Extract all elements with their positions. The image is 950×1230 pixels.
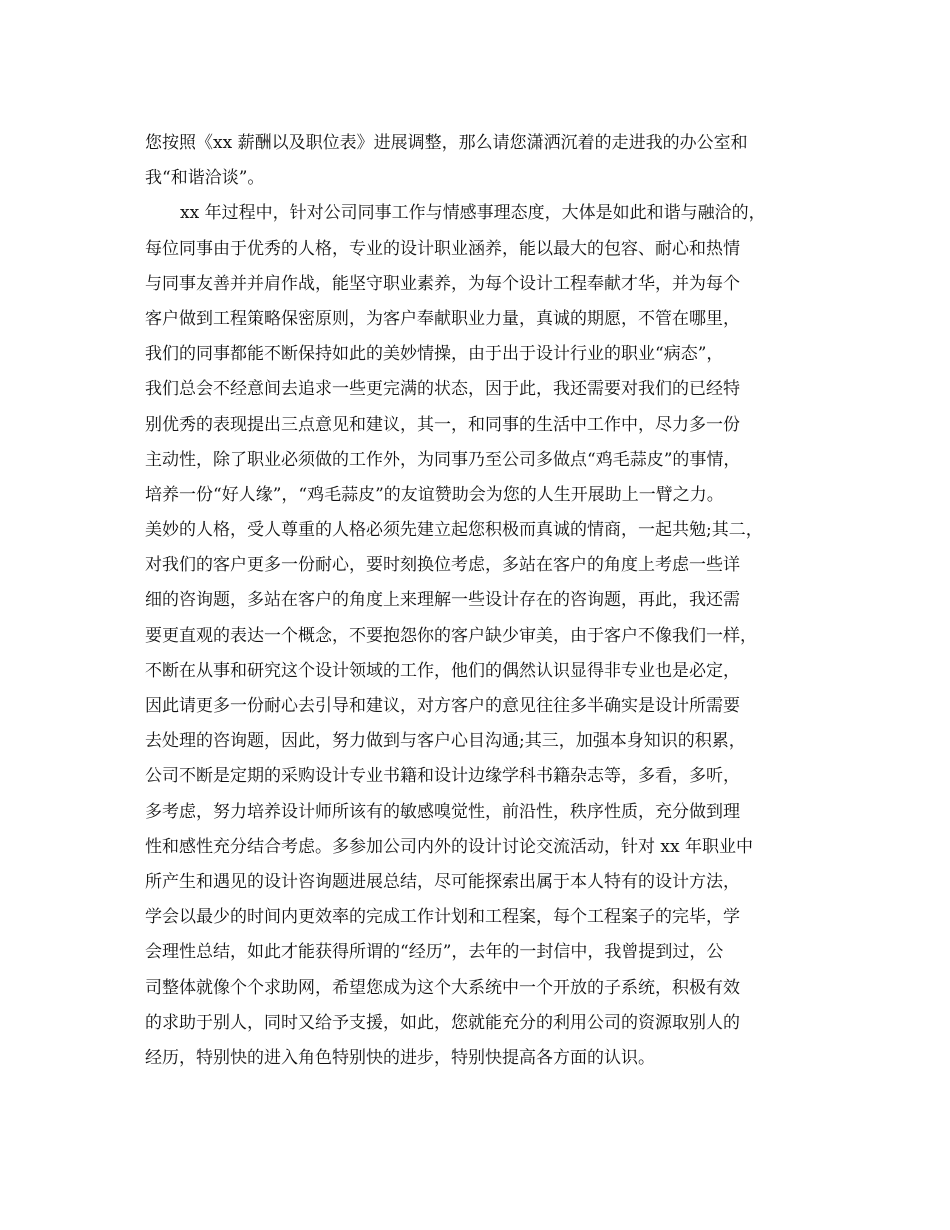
text-line: 公司不断是定期的采购设计专业书籍和设计边缘学科书籍杂志等，多看，多听， xyxy=(145,766,740,787)
text-line: 多考虑，努力培养设计师所该有的敏感嗅觉性，前沿性，秩序性质，充分做到理 xyxy=(145,801,740,822)
text-line: 因此请更多一份耐心去引导和建议，对方客户的意见往往多半确实是设计所需要 xyxy=(145,696,740,716)
text-line: 主动性，除了职业必须做的工作外，为同事乃至公司多做点“鸡毛蒜皮”的事情， xyxy=(145,449,741,470)
text-line: 我们总会不经意间去追求一些更完满的状态，因于此，我还需要对我们的已经特 xyxy=(145,379,740,400)
text-line: 我“和谐洽谈”。 xyxy=(145,168,265,189)
text-line: 学会以最少的时间内更效率的完成工作计划和工程案，每个工程案子的完毕，学 xyxy=(145,907,740,928)
text-line: 司整体就像个个求助网，希望您成为这个大系统中一个开放的子系统，积极有效 xyxy=(145,977,740,998)
text-line: 所产生和遇见的设计咨询题进展总结，尽可能探索出属于本人特有的设计方法， xyxy=(145,871,740,892)
document-body xyxy=(145,126,825,1076)
text-line: 要更直观的表达一个概念，不要抱怨你的客户缺少审美，由于客户不像我们一样， xyxy=(145,625,757,646)
text-line: 每位同事由于优秀的人格，专业的设计职业涵养，能以最大的包容、耐心和热情 xyxy=(145,238,740,259)
text-line: 您按照《xx 薪酬以及职位表》进展调整，那么请您潇洒沉着的走进我的办公室和 xyxy=(145,133,748,153)
text-line: 不断在从事和研究这个设计领域的工作，他们的偶然认识显得非专业也是必定， xyxy=(145,660,740,681)
text-line: 我们的同事都能不断保持如此的美妙情操，由于出于设计行业的职业“病态”， xyxy=(145,344,724,365)
text-line: 对我们的客户更多一份耐心，要时刻换位考虑，多站在客户的角度上考虑一些详 xyxy=(145,555,740,576)
text-line: 去处理的咨询题，因此，努力做到与客户心目沟通;其三，加强本身知识的积累， xyxy=(145,731,746,752)
text-line: 美妙的人格，受人尊重的人格必须先建立起您积极而真诚的情商，一起共勉;其二， xyxy=(145,520,763,541)
text-line: 会理性总结，如此才能获得所谓的“经历”，去年的一封信中，我曾提到过，公 xyxy=(145,942,724,963)
text-line: 经历，特别快的进入角色特别快的进步，特别快提高各方面的认识。 xyxy=(145,1047,655,1068)
text-line: 培养一份“好人缘”，“鸡毛蒜皮”的友谊赞助会为您的人生开展助上一臂之力。 xyxy=(145,484,724,505)
text-line: 细的咨询题，多站在客户的角度上来理解一些设计存在的咨询题，再此，我还需 xyxy=(145,590,740,611)
text-line: 性和感性充分结合考虑。多参加公司内外的设计讨论交流活动，针对 xx 年职业中 xyxy=(145,836,753,857)
paragraph-start-line: xx 年过程中，针对公司同事工作与情感事理态度，大体是如此和谐与融洽的， xyxy=(180,203,766,224)
text-line: 客户做到工程策略保密原则，为客户奉献职业力量，真诚的期愿，不管在哪里， xyxy=(145,308,740,329)
text-line: 与同事友善并并肩作战，能坚守职业素养，为每个设计工程奉献才华，并为每个 xyxy=(145,273,740,294)
text-line: 别优秀的表现提出三点意见和建议，其一，和同事的生活中工作中，尽力多一份 xyxy=(145,414,740,435)
text-line: 的求助于别人，同时又给予支援，如此，您就能充分的利用公司的资源取别人的 xyxy=(145,1012,740,1033)
